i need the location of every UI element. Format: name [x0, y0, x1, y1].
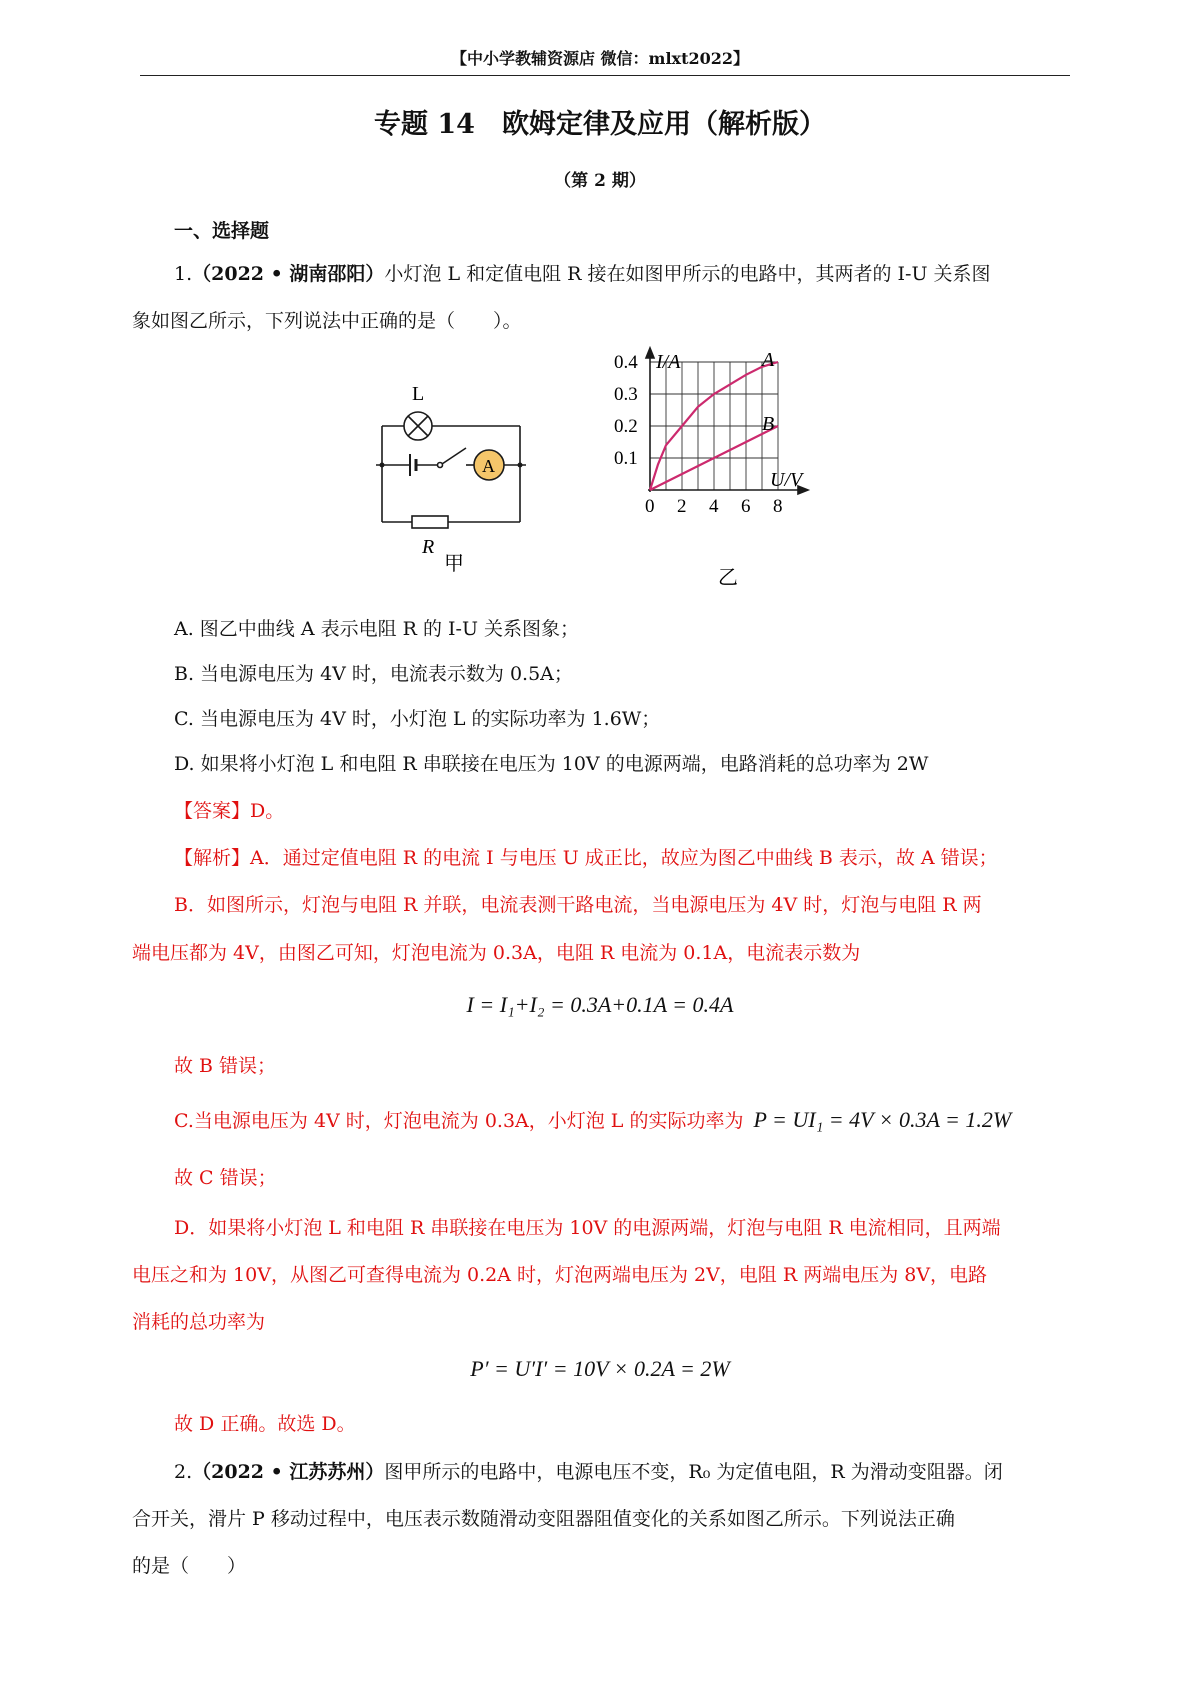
- page-header: 【中小学教辅资源店 微信：mlxt2022】: [450, 49, 750, 68]
- q1-stem-line1: [174, 259, 991, 286]
- curve-b-label: B: [762, 413, 775, 435]
- q1-stem-text1: 小灯泡 L 和定值电阻 R 接在如图甲所示的电路中，其两者的 I-U 关系图: [384, 263, 991, 285]
- q2-stem-line3: 的是（ ）: [132, 1555, 247, 1577]
- section-heading: 一、选择题: [174, 220, 270, 242]
- q2-number: 2.: [174, 1461, 193, 1483]
- q1-analysis-line10: 故 D 正确。故选 D。: [174, 1413, 356, 1435]
- y-axis-label: I/A: [656, 351, 681, 373]
- x-axis-label: U/V: [770, 469, 803, 491]
- q2-stem-text1: 图甲所示的电路中，电源电压不变，R₀ 为定值电阻，R 为滑动变阻器。闭: [384, 1461, 1003, 1483]
- q1-analysis-line9: 消耗的总功率为: [132, 1311, 266, 1333]
- x-tick-label: 2: [677, 496, 687, 517]
- resistor-symbol: [412, 516, 448, 528]
- y-tick-label: 0.2: [614, 416, 638, 437]
- q1-formula-2: P = UI₁ = 4V × 0.3A = 1.2W: [753, 1107, 1012, 1132]
- q1-formula-1: I = I₁+I₂ = 0.3A+0.1A = 0.4A: [466, 992, 734, 1017]
- q1-analysis-line1: 【解析】A．通过定值电阻 R 的电流 I 与电压 U 成正比，故应为图乙中曲线 B 表示，故 A 错误；: [174, 847, 998, 869]
- resistor-label: R: [422, 536, 435, 558]
- curve-a-label: A: [762, 349, 775, 371]
- x-tick-label: 6: [741, 496, 751, 517]
- q1-answer: 【答案】D。: [174, 800, 285, 822]
- q1-number: 1.: [174, 263, 193, 285]
- y-tick-label: 0.1: [614, 448, 638, 469]
- lamp-label: L: [412, 383, 425, 405]
- q1-formula-3: P′ = U′I′ = 10V × 0.2A = 2W: [470, 1356, 730, 1381]
- y-tick-label: 0.4: [614, 352, 638, 373]
- circuit-caption: 甲: [444, 553, 464, 575]
- q1-analysis-line3: 端电压都为 4V，由图乙可知，灯泡电流为 0.3A，电阻 R 电流为 0.1A，电流表示数为: [132, 942, 861, 964]
- ammeter-label: A: [482, 456, 495, 476]
- q2-stem-line2: 合开关，滑片 P 移动过程中，电压表示数随滑动变阻器阻值变化的关系如图乙所示。下列说法正确: [132, 1508, 955, 1530]
- graph-caption: 乙: [718, 567, 738, 589]
- q1-analysis-line7: D．如果将小灯泡 L 和电阻 R 串联接在电压为 10V 的电源两端，灯泡与电阻 R 电流相同，且两端: [174, 1217, 1001, 1239]
- q1-option-b: B. 当电源电压为 4V 时，电流表示数为 0.5A；: [174, 663, 573, 685]
- q1-analysis-line5-text: C.当电源电压为 4V 时，灯泡电流为 0.3A，小灯泡 L 的实际功率为: [174, 1110, 744, 1132]
- q1-analysis-line6: 故 C 错误；: [174, 1167, 277, 1189]
- header-rule: [140, 75, 1070, 76]
- y-tick-label: 0.3: [614, 384, 638, 405]
- y-axis-arrow: [646, 348, 654, 358]
- page-title: 专题 14 欧姆定律及应用（解析版）: [374, 109, 826, 140]
- q1-option-a: A. 图乙中曲线 A 表示电阻 R 的 I-U 关系图象；: [174, 618, 580, 640]
- q1-analysis-line5: [174, 1106, 1011, 1133]
- x-tick-label: 4: [709, 496, 719, 517]
- page-subtitle: （第 2 期）: [554, 171, 646, 191]
- q2-stem-line1: [174, 1457, 1003, 1484]
- q1-analysis-line4: 故 B 错误；: [174, 1055, 277, 1077]
- x-tick-label: 8: [773, 496, 783, 517]
- q1-analysis-line2: B．如图所示，灯泡与电阻 R 并联，电流表测干路电流，当电源电压为 4V 时，灯泡与电阻 R 两: [174, 894, 982, 916]
- q1-iu-graph: [610, 346, 850, 591]
- q2-source: （2022 • 江苏苏州）: [192, 1461, 385, 1483]
- q1-analysis-line8: 电压之和为 10V，从图乙可查得电流为 0.2A 时，灯泡两端电压为 2V，电阻 R 两端电压为 8V，电路: [132, 1264, 988, 1286]
- x-tick-label: 0: [645, 496, 655, 517]
- q1-circuit-diagram: [370, 350, 580, 580]
- q1-option-d: D. 如果将小灯泡 L 和电阻 R 串联接在电压为 10V 的电源两端，电路消耗的总功率为 2W: [174, 753, 929, 775]
- q1-source: （2022 • 湖南邵阳）: [192, 263, 385, 285]
- q1-stem-line2: 象如图乙所示，下列说法中正确的是（ ）。: [132, 310, 522, 332]
- q1-option-c: C. 当电源电压为 4V 时，小灯泡 L 的实际功率为 1.6W；: [174, 708, 661, 730]
